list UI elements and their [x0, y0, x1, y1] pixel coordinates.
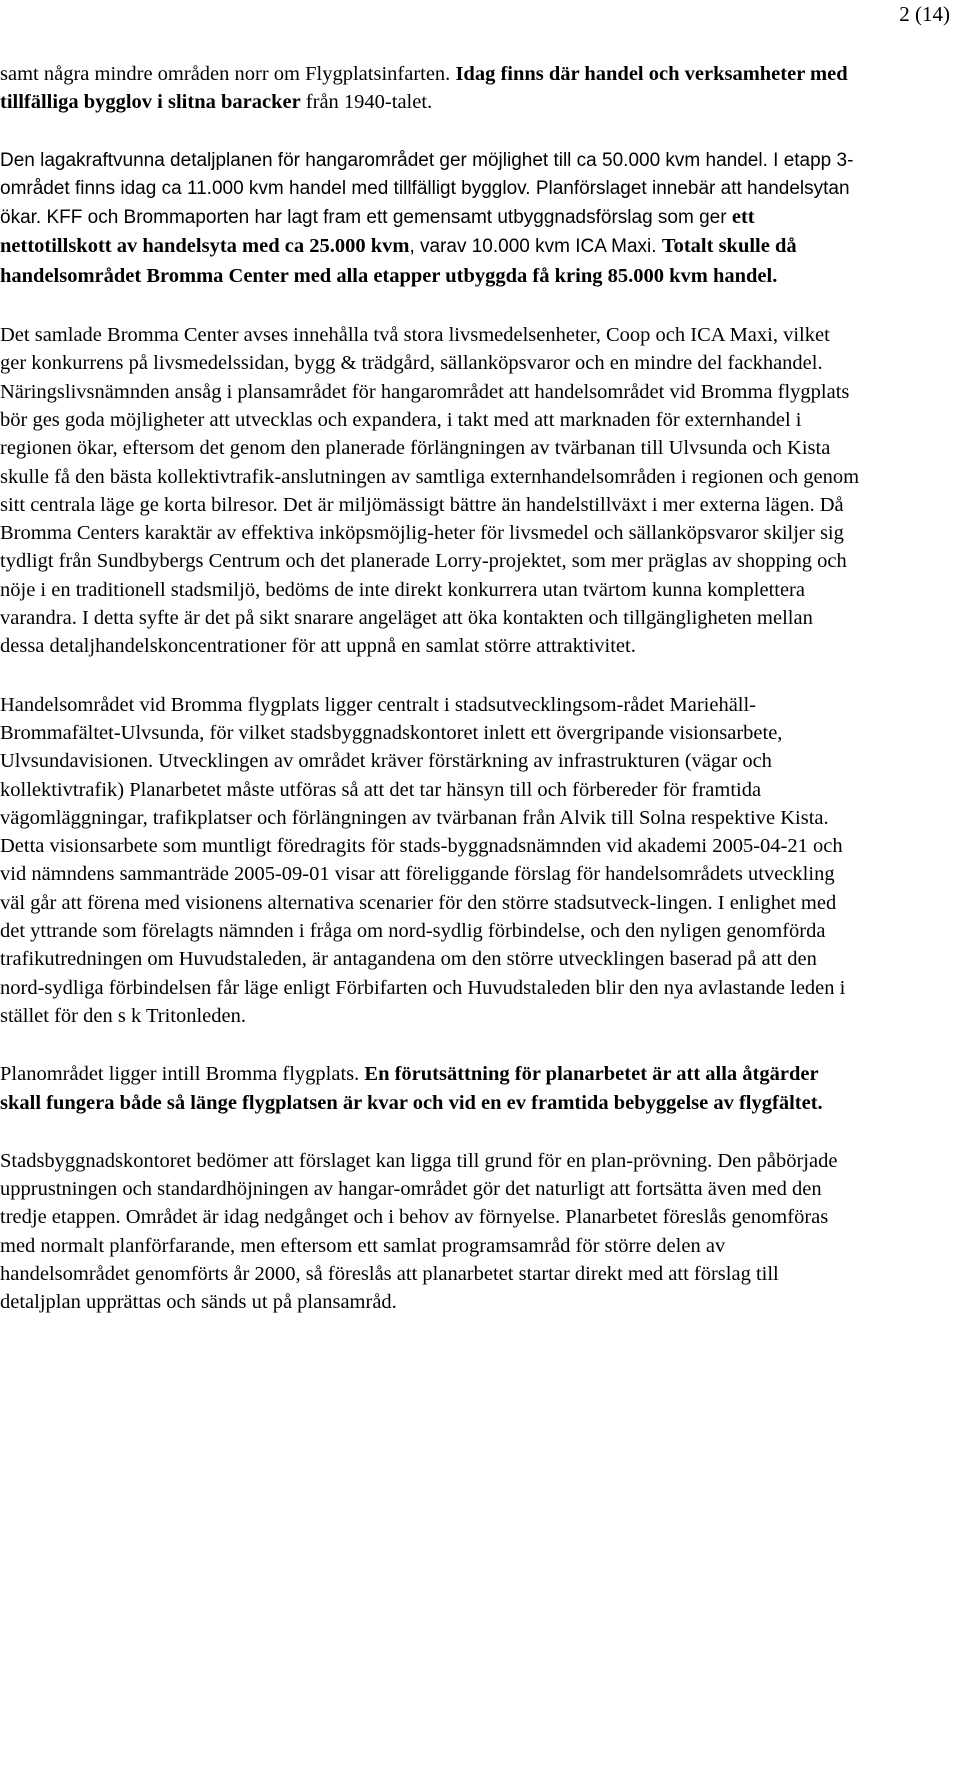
planomradet-emphasis: En förutsättning för planarbetet är att alla åtgärder skall fungera både så länge flygplatsen är kvar och vid en ev framtida bebyggelse av flygfältet. [0, 1063, 823, 1114]
paragraph-handelsomradet: Handelsområdet vid Bromma flygplats ligger centralt i stadsutvecklingsom-rådet Mariehäll-Brommafältet-Ulvsunda, för vilket stadsbyggnadskontoret inlett ett övergripande visionsarbete, Ulvsundavisionen. Utvecklingen av området kräver förstärkning av infrastrukturen (vägar och kollektivtrafik) Planarbetet måste utföras så att det tar hänsyn till och förbereder för framtida vägomläggningar, trafikplatser och förlängningen av tvärbanan från Alvik till Solna respektive Kista. Detta visionsarbete som muntligt föredragits för stads-byggnadsnämnden vid akademi 2005-04-21 och vid nämndens sammanträde 2005-09-01 visar att föreliggande förslag för handelsområdets utveckling väl går att förena med visionens alternativa scenarier för den större stadsutveck-lingen. I enlighet med det yttrande som förelagts nämnden i fråga om nord-sydlig förbindelse, och den nyligen genomförda trafikutredningen om Huvudstaleden, är antagandena om den större utvecklingen baserad på att den nord-sydliga förbindelsen får läge enligt Förbifarten och Huvudstaleden blir den nya avlastande leden i stället för den s k Tritonleden. [0, 693, 846, 1027]
paragraph-planomradet [0, 1060, 860, 1117]
paragraph-detaljplan [0, 147, 860, 291]
detaljplan-emphasis-net-addition: ett nettotillskott av handelsyta med ca 25.000 kvm [0, 206, 755, 258]
detaljplan-ica-maxi: , varav 10.000 kvm ICA Maxi. [409, 236, 662, 258]
planomradet-text: Planområdet ligger intill Bromma flygplats. [0, 1063, 365, 1086]
paragraph-intro [0, 60, 860, 117]
intro-text-end: från 1940-talet. [300, 91, 433, 114]
page-number: 2 (14) [899, 2, 950, 26]
paragraph-bromma-center: Det samlade Bromma Center avses innehålla två stora livsmedelsenheter, Coop och ICA Maxi, vilket ger konkurrens på livsmedelssidan, bygg & trädgård, sällanköpsvaror och en mindre del fackhandel. Näringslivsnämnden ansåg i plansamrådet för hangarområdet att handelsområdet vid Bromma flygplats bör ges goda möjligheter att utvecklas och expandera, i takt med att marknaden för externhandel i regionen ökar, eftersom det genom den planerade förlängningen av tvärbanan till Ulvsunda och Kista skulle få den bästa kollektivtrafik-anslutningen av samtliga externhandelsområden i regionen och genom sitt centrala läge ge korta bilresor. Det är miljömässigt bättre än handelstillväxt i mer externa lägen. Då Bromma Centers karaktär av effektiva inköpsmöjlig-heter för livsmedel och sällanköpsvaror skiljer sig tydligt från Sundbybergs Centrum och det planerade Lorry-projektet, som mer präglas av shopping och nöje i en traditionell stadsmiljö, bedöms de inte direkt konkurrera utan tvärtom kunna komplettera varandra. I detta syfte är det på sikt snarare angeläget att öka kontakten och tillgängligheten mellan dessa detaljhandelskoncentrationer för att uppnå en samlat större attraktivitet. [0, 324, 860, 658]
detaljplan-text: Den lagakraftvunna detaljplanen för hangarområdet ger möjlighet till ca 50.000 kvm handel. I etapp 3-området finns idag ca 11.000 kvm handel med tillfälligt bygglov. Planförslaget innebär att handelsytan ökar. KFF och Brommaporten har lagt fram ett gemensamt utbyggnadsförslag som ger [0, 149, 854, 229]
paragraph-stadsbyggnadskontoret: Stadsbyggnadskontoret bedömer att förslaget kan ligga till grund för en plan-prövning. Den påbörjade upprustningen och standardhöjningen av hangar-området gör det naturligt att fortsätta även med den tredje etappen. Området är idag nedgånget och i behov av förnyelse. Planarbetet föreslås genomföras med normalt planförfarande, men eftersom ett samlat programsamråd för större delen av handelsområdet genomförts år 2000, så föreslås att planarbetet startar direkt med att förslag till detaljplan upprättas och sänds ut på plansamråd. [0, 1149, 838, 1314]
document-body [0, 60, 860, 1347]
detaljplan-emphasis-total: Totalt skulle då handelsområdet Bromma Center med alla etapper utbyggda få kring 85.000 kvm handel. [0, 235, 797, 287]
intro-text: samt några mindre områden norr om Flygplatsinfarten. [0, 63, 456, 85]
intro-emphasis: Idag finns där handel och verksamheter med tillfälliga bygglov i slitna baracker [0, 63, 848, 114]
